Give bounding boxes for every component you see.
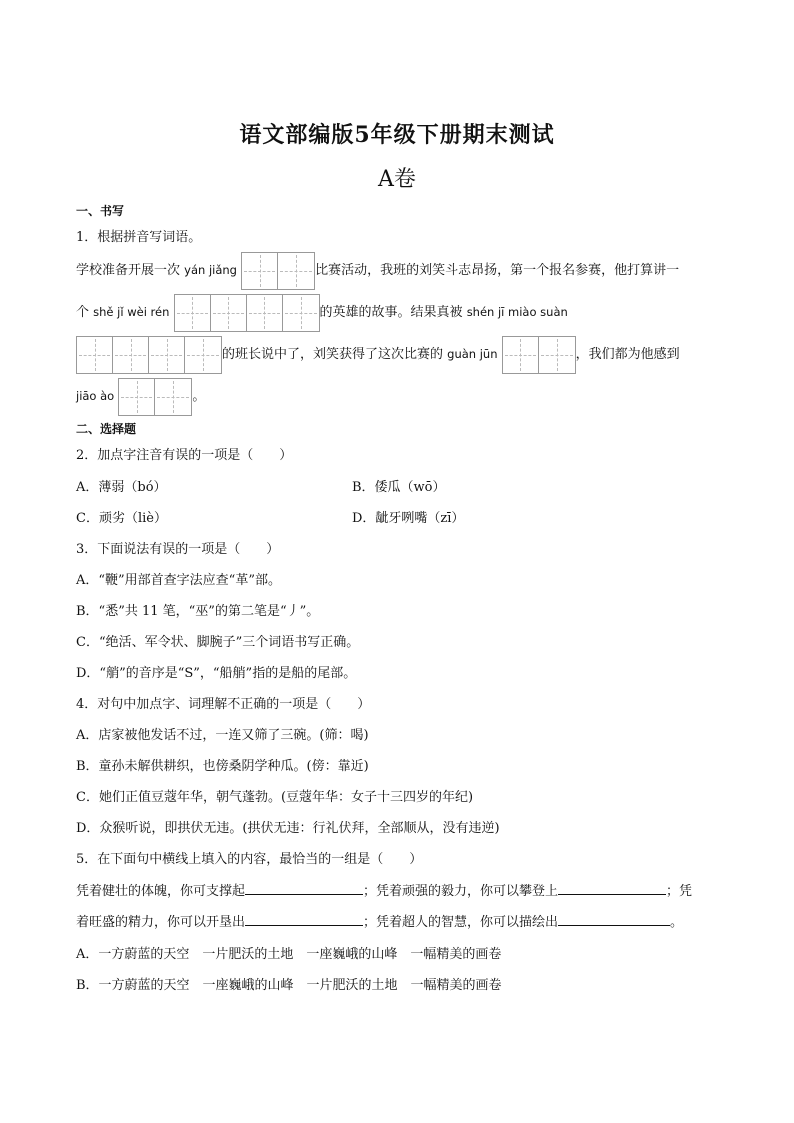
q4-option-a: A．店家被他发话不过，一连又筛了三碗。(筛：喝) [76,728,369,743]
q1-line-4 [76,376,205,416]
q1-text: 学校准备开展一次 [76,263,181,278]
q2-option-a: A．薄弱（bó） [76,480,167,495]
answer-grid-shenjimiaosuan[interactable] [76,336,222,374]
q1-stem: 1．根据拼音写词语。 [76,230,202,245]
q5-option-a: A．一方蔚蓝的天空 一片肥沃的土地 一座巍峨的山峰 一幅精美的画卷 [76,947,502,962]
q2-stem: 2．加点字注音有误的一项是（ ） [76,448,293,463]
q2-option-b: B．倭瓜（wō） [352,480,446,495]
answer-grid-yanjiang[interactable] [241,252,315,290]
q2-option-c: C．顽劣（liè） [76,511,167,526]
q1-text: 比赛活动，我班的刘笑斗志昂扬，第一个报名参赛，他打算讲一 [315,263,680,278]
q3-option-c: C．“绝活、军令状、脚腕子”三个词语书写正确。 [76,635,360,650]
q3-stem: 3．下面说法有误的一项是（ ） [76,542,280,557]
q5-line-1 [76,880,692,899]
pinyin-guanjun: guàn jūn [447,347,498,361]
fill-blank-2[interactable] [558,880,666,895]
q5-text: 。 [670,915,684,930]
document-title: 语文部编版5年级下册期末测试 [239,122,555,148]
q3-option-d: D．“艄”的音序是“S”，“船艄”指的是船的尾部。 [76,666,357,681]
section-heading-choice: 二、选择题 [76,422,137,436]
document-subtitle: A卷 [378,167,416,192]
q1-text: 的英雄的故事。结果真被 [319,305,463,320]
section-heading-writing: 一、书写 [76,204,125,218]
q5-text: 凭着健壮的体魄，你可支撑起 [76,884,246,899]
q1-text: 的班长说中了，刘笑获得了这次比赛的 [222,347,444,362]
fill-blank-4[interactable] [558,911,670,926]
q4-option-d: D．众猴听说，即拱伏无违。(拱伏无违：行礼伏拜，全部顺从，没有违逆) [76,821,500,836]
q1-line-1 [76,250,679,290]
q5-stem: 5．在下面句中横线上填入的内容，最恰当的一组是（ ） [76,852,423,867]
answer-grid-shejiweiren[interactable] [174,294,320,332]
q4-stem: 4．对句中加点字、词理解不正确的一项是（ ） [76,697,371,712]
fill-blank-3[interactable] [245,911,363,926]
q4-option-c: C．她们正值豆蔻年华，朝气蓬勃。(豆蔻年华：女子十三四岁的年纪) [76,790,474,805]
answer-grid-jiaoao[interactable] [118,378,192,416]
q5-line-2 [76,911,683,930]
q1-line-3 [76,334,680,374]
fill-blank-1[interactable] [245,880,363,895]
q1-text: 个 [76,305,90,320]
q1-text: 。 [192,389,206,404]
q5-text: ；凭着顽强的毅力，你可以攀登上 [363,884,559,899]
q5-option-b: B．一方蔚蓝的天空 一座巍峨的山峰 一片肥沃的土地 一幅精美的画卷 [76,978,502,993]
q5-text: ；凭着超人的智慧，你可以描绘出 [363,915,559,930]
answer-grid-guanjun[interactable] [502,336,576,374]
q5-text: ；凭 [666,884,693,899]
pinyin-jiaoao: jiāo ào [76,389,115,403]
q4-option-b: B．童孙未解供耕织，也傍桑阴学种瓜。(傍：靠近) [76,759,369,774]
q5-text: 着旺盛的精力，你可以开垦出 [76,915,246,930]
q3-option-b: B．“悉”共 11 笔，“巫”的第二笔是“丿”。 [76,604,320,619]
pinyin-yanjiang: yán jiǎng [184,263,237,277]
q3-option-a: A．“鞭”用部首查字法应查“革”部。 [76,573,281,588]
pinyin-shenjimiaosuan: shén jī miào suàn [466,305,568,319]
q1-text: ，我们都为他感到 [575,347,680,362]
q1-line-2 [76,292,568,332]
pinyin-shejiweiren: shě jǐ wèi rén [93,305,170,319]
q2-option-d: D．龇牙咧嘴（zī） [352,511,465,526]
